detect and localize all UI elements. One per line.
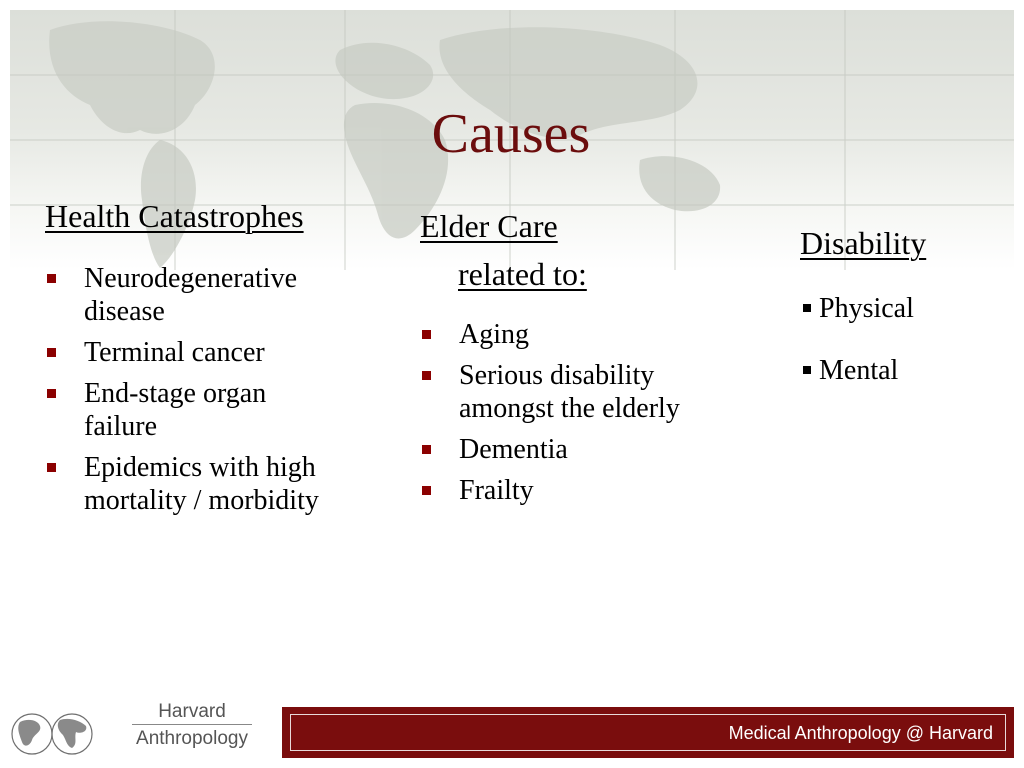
- disability-list: [803, 292, 914, 416]
- harvard-anthropology-logo: [10, 696, 270, 762]
- health-catastrophes-list: [44, 262, 384, 525]
- square-bullet-icon: [803, 304, 811, 312]
- list-item: Physical: [803, 292, 914, 325]
- logo-divider: [132, 724, 252, 725]
- list-item: Neurodegenerative disease: [44, 262, 384, 328]
- square-bullet-icon: [47, 389, 56, 398]
- square-bullet-icon: [803, 366, 811, 374]
- footer-bar: [282, 707, 1014, 758]
- square-bullet-icon: [422, 371, 431, 380]
- list-item: Terminal cancer: [44, 336, 384, 369]
- elder-care-list: [419, 318, 759, 515]
- list-item: Mental: [803, 354, 914, 387]
- slide-title: Causes: [431, 103, 591, 165]
- disability-heading: Disability: [800, 225, 927, 261]
- footer-frame: [290, 714, 1006, 751]
- list-item: End-stage organ failure: [44, 377, 384, 443]
- list-item: Epidemics with high mortality / morbidity: [44, 451, 384, 517]
- square-bullet-icon: [422, 486, 431, 495]
- square-bullet-icon: [47, 463, 56, 472]
- twin-globes-icon: [10, 710, 96, 758]
- logo-text-harvard: Harvard: [158, 701, 226, 722]
- elder-care-subheading: related to:: [458, 256, 587, 292]
- list-item: Dementia: [419, 433, 759, 466]
- square-bullet-icon: [47, 348, 56, 357]
- health-catastrophes-heading: Health Catastrophes: [45, 198, 304, 234]
- list-item: Serious disability amongst the elderly: [419, 359, 759, 425]
- logo-text-anthropology: Anthropology: [136, 728, 248, 749]
- square-bullet-icon: [47, 274, 56, 283]
- square-bullet-icon: [422, 330, 431, 339]
- list-item: Aging: [419, 318, 759, 351]
- square-bullet-icon: [422, 445, 431, 454]
- elder-care-heading: Elder Care: [420, 208, 558, 244]
- list-item: Frailty: [419, 474, 759, 507]
- footer-text: Medical Anthropology @ Harvard: [728, 723, 993, 743]
